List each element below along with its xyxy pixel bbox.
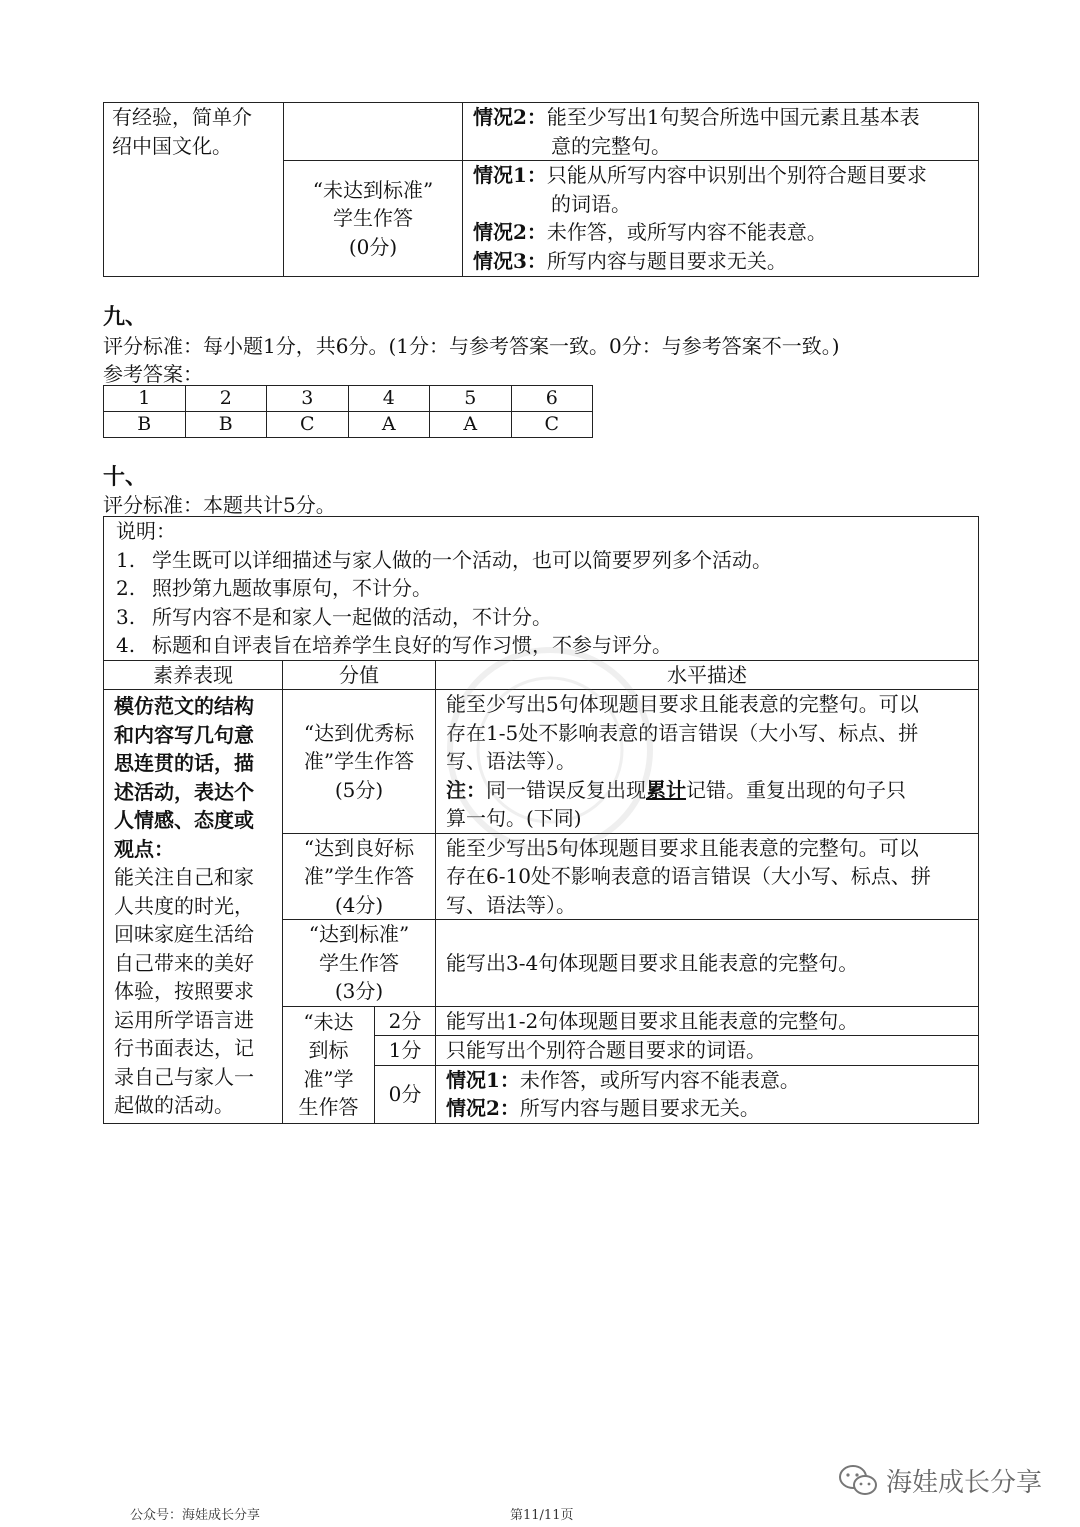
grade-cell-empty [284,103,463,161]
answer-cell: C [511,412,593,438]
question-number: 5 [430,386,512,412]
answer-cell: B [104,412,186,438]
wechat-account-name: 海娃成长分享 [886,1468,1043,1498]
footer-account: 公众号：海娃成长分享 [130,1508,261,1523]
answer-cell: B [185,412,267,438]
section10-criteria: 评分标准：本题共计5分。 [103,493,336,517]
footer-page-number: 第11/11页 [510,1508,574,1523]
level-description: 情况1：只能从所写内容中识别出个别符合题目要求 的词语。 情况2：未作答，或所写内容不能表意。 情况3：所写内容与题目要求无关。 [463,161,979,277]
competency-line: 绍中国文化。 [112,133,232,158]
answer-cell: A [348,412,430,438]
notes-title: 说明： [116,519,176,543]
case-label: 情况2： [473,105,547,129]
level-description-2: 能写出1-2句体现题目要求且能表意的完整句。 [436,1006,979,1036]
score-2: 2分 [375,1006,436,1036]
grade-standard: “达到标准” 学生作答 (3分) [283,920,436,1007]
grade-good: “达到良好标 准”学生作答 (4分) [283,833,436,920]
notes-cell [104,517,979,661]
competency-line: 有经验，简单介 [112,105,252,129]
answer-cell: A [430,412,512,438]
answer-number-row [104,386,593,412]
question-number: 6 [511,386,593,412]
wechat-icon [838,1464,878,1498]
wechat-account-mark [838,1462,1042,1499]
level-description-0: 情况1：未作答，或所写内容不能表意。 情况2：所写内容与题目要求无关。 [436,1065,979,1123]
level-description: 情况2：能至少写出1句契合所选中国元素且基本表 意的完整句。 [463,103,979,161]
section9-answer-label: 参考答案： [103,362,203,386]
note-item: 3. 所写内容不是和家人一起做的活动，不计分。 [116,604,552,629]
question-number: 1 [104,386,186,412]
header-row [104,660,979,690]
level-description-standard: 能写出3-4句体现题目要求且能表意的完整句。 [436,920,979,1007]
case-label: 情况3： [473,248,547,273]
level-description-good: 能至少写出5句体现题目要求且能表意的完整句。可以 存在6-10处不影响表意的语言错误（大小写、标点、拼 写、语法等）。 [436,833,979,920]
header-description: 水平描述 [436,660,979,690]
answer-key-table [103,385,593,438]
note-item: 1. 学生既可以详细描述与家人做的一个活动，也可以简要罗列多个活动。 [116,547,772,572]
top-scoring-table [103,102,979,277]
note-item: 4. 标题和自评表旨在培养学生良好的写作习惯，不参与评分。 [116,633,672,657]
case-label: 情况2： [473,220,547,244]
score-1: 1分 [375,1036,436,1066]
grade-below: “未达 到标 准”学 生作答 [283,1006,375,1123]
question-number: 3 [267,386,349,412]
header-score: 分值 [283,660,436,690]
grade-not-met: “未达到标准” 学生作答 (0分) [284,161,463,277]
section10-scoring-table [103,516,979,1124]
competency-cell [104,103,284,277]
question-number: 4 [348,386,430,412]
level-description-excellent: 能至少写出5句体现题目要求且能表意的完整句。可以 存在1-5处不影响表意的语言错误（大小写、标点、拼 写、语法等）。 注：同一错误反复出现累计记错。重复出现的句子只 算一句。(下同) [436,690,979,834]
case-label: 情况1： [473,163,547,187]
section10-heading: 十、 [103,464,148,490]
section9-heading: 九、 [103,304,148,330]
question-number: 2 [185,386,267,412]
answer-cell: C [267,412,349,438]
score-0: 0分 [375,1065,436,1123]
grade-excellent: “达到优秀标 准”学生作答 (5分) [283,690,436,834]
header-competency: 素养表现 [104,660,283,690]
note-item: 2. 照抄第九题故事原句，不计分。 [116,576,432,600]
level-description-1: 只能写出个别符合题目要求的词语。 [436,1036,979,1066]
competency-cell: 模仿范文的结构 和内容写几句意 思连贯的话，描 述活动，表达个 人情感、态度或 观点： 能关注自己和家 人共度的时光， 回味家庭生活给 自己带来的美好 体验，按照要求 运用所学语言进 行书面表达，记 录自己与家人一 起做的活动。 [104,690,283,1124]
answer-row [104,412,593,438]
section9-criteria: 评分标准：每小题1分，共6分。(1分：与参考答案一致。0分：与参考答案不一致。) [103,334,840,358]
